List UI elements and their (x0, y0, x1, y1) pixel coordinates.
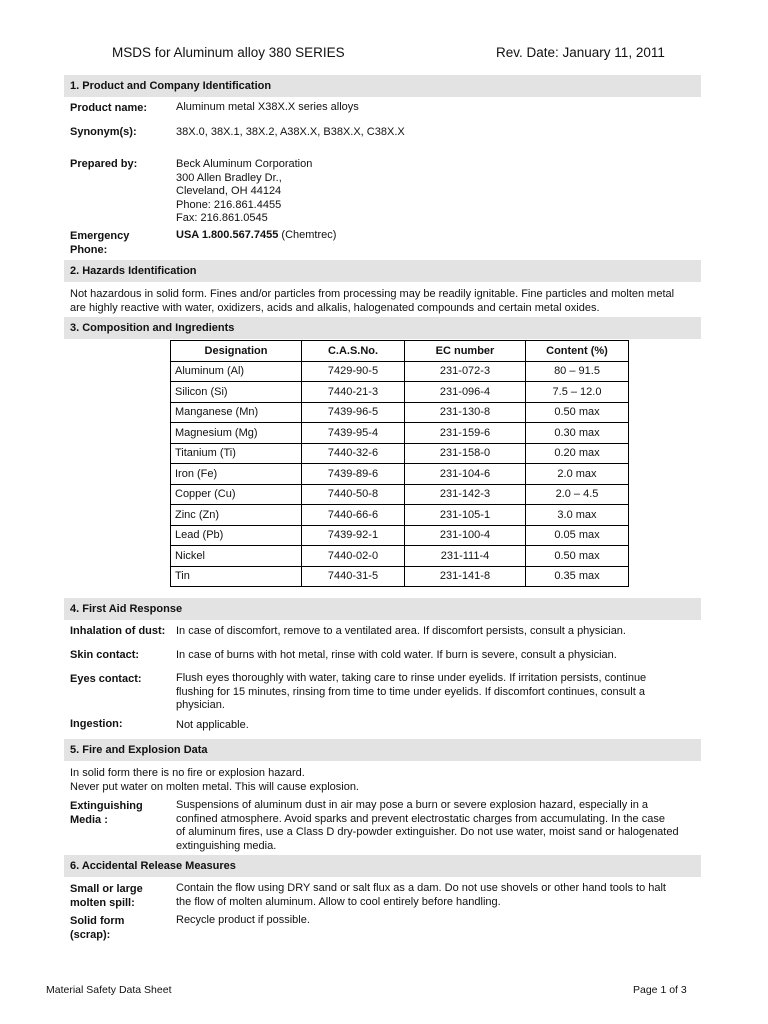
designation-cell: Silicon (Si) (171, 382, 302, 403)
address-line: Cleveland, OH 44124 (176, 185, 282, 197)
spill-line: the flow of molten aluminum. Allow to cool entirely before handling. (176, 895, 501, 908)
skin-contact-value: In case of burns with hot metal, rinse with cold water. If burn is severe, consult a physician. (176, 649, 617, 661)
emergency-phone-note: (Chemtrec) (278, 229, 337, 241)
hazards-line: are highly reactive with water, oxidizers, acids and alkalis, halogenated compounds and certain metal oxides. (70, 301, 600, 314)
solid-form-value: Recycle product if possible. (176, 914, 310, 926)
content-cell: 2.0 – 4.5 (526, 484, 629, 505)
table-row (171, 464, 629, 485)
extinguishing-media-label (70, 799, 143, 827)
cas-cell: 7439-89-6 (302, 464, 405, 485)
table-row (171, 382, 629, 403)
composition-table (170, 340, 629, 587)
cas-cell: 7429-90-5 (302, 361, 405, 382)
designation-cell: Copper (Cu) (171, 484, 302, 505)
address-line: Phone: 216.861.4455 (176, 198, 282, 211)
address-line: 300 Allen Bradley Dr., (176, 171, 282, 184)
cas-cell: 7440-66-6 (302, 505, 405, 526)
ec-cell: 231-141-8 (405, 566, 526, 587)
column-header: Designation (171, 341, 302, 362)
emergency-label-line: Phone: (70, 244, 108, 256)
prepared-by-label: Prepared by: (70, 158, 138, 170)
ingestion-label: Ingestion: (70, 718, 123, 730)
cas-cell: 7440-32-6 (302, 443, 405, 464)
ec-cell: 231-072-3 (405, 361, 526, 382)
emergency-phone-label (70, 229, 129, 257)
table-row (171, 546, 629, 567)
designation-cell: Iron (Fe) (171, 464, 302, 485)
ec-cell: 231-130-8 (405, 402, 526, 423)
product-name-label: Product name: (70, 102, 148, 114)
emergency-phone-value (176, 229, 698, 243)
designation-cell: Titanium (Ti) (171, 443, 302, 464)
content-cell: 0.30 max (526, 423, 629, 444)
prepared-by-address (176, 158, 698, 226)
emergency-phone-number: USA 1.800.567.7455 (176, 229, 279, 241)
content-cell: 0.35 max (526, 566, 629, 587)
table-row (171, 525, 629, 546)
spill-label-line: molten spill: (70, 897, 135, 909)
eyes-line: Flush eyes thoroughly with water, taking care to rinse under eyelids. If irritation persists, continue (176, 672, 647, 684)
column-header: Content (%) (526, 341, 629, 362)
table-row (171, 484, 629, 505)
ec-cell: 231-159-6 (405, 423, 526, 444)
table-row (171, 423, 629, 444)
designation-cell: Tin (171, 566, 302, 587)
spill-value (176, 882, 698, 909)
section-2-heading: 2. Hazards Identification (64, 260, 701, 282)
skin-contact-label: Skin contact: (70, 649, 140, 661)
fire-text (70, 767, 700, 794)
content-cell: 0.50 max (526, 546, 629, 567)
section-3-heading: 3. Composition and Ingredients (64, 317, 701, 339)
extinguishing-label-line: Extinguishing (70, 800, 143, 812)
ec-cell: 231-104-6 (405, 464, 526, 485)
extinguishing-line: of aluminum fires, use a Class D dry-powder extinguisher. Do not use water, moist sand or halogenated (176, 826, 679, 838)
cas-cell: 7440-31-5 (302, 566, 405, 587)
designation-cell: Magnesium (Mg) (171, 423, 302, 444)
inhalation-value: In case of discomfort, remove to a ventilated area. If discomfort persists, consult a physician. (176, 625, 626, 637)
cas-cell: 7439-92-1 (302, 525, 405, 546)
spill-line: Contain the flow using DRY sand or salt flux as a dam. Do not use shovels or other hand tools to halt (176, 882, 666, 894)
extinguishing-line: extinguishing media. (176, 839, 277, 852)
content-cell: 80 – 91.5 (526, 361, 629, 382)
extinguishing-line: confined atmosphere. Avoid sparks and prevent electrostatic charges from accumulating. In the case (176, 812, 665, 825)
ec-cell: 231-096-4 (405, 382, 526, 403)
ec-cell: 231-142-3 (405, 484, 526, 505)
eyes-contact-value (176, 672, 698, 713)
synonyms-value: 38X.0, 38X.1, 38X.2, A38X.X, B38X.X, C38X.X (176, 126, 405, 138)
emergency-label-line: Emergency (70, 230, 130, 242)
fire-line: In solid form there is no fire or explosion hazard. (70, 767, 305, 779)
footer-page-number: Page 1 of 3 (633, 984, 687, 996)
cas-cell: 7439-95-4 (302, 423, 405, 444)
content-cell: 7.5 – 12.0 (526, 382, 629, 403)
eyes-line: flushing for 15 minutes, rinsing from time to time under eyelids. If discomfort continues, consult a (176, 685, 645, 698)
cas-cell: 7439-96-5 (302, 402, 405, 423)
content-cell: 0.05 max (526, 525, 629, 546)
extinguishing-label-line: Media : (70, 814, 108, 826)
hazards-line: Not hazardous in solid form. Fines and/or particles from processing may be readily ignitable. Fine particles and molten metal (70, 288, 675, 300)
revision-date: Rev. Date: January 11, 2011 (496, 45, 665, 60)
section-4-heading: 4. First Aid Response (64, 598, 701, 620)
inhalation-label: Inhalation of dust: (70, 625, 166, 637)
ec-cell: 231-111-4 (405, 546, 526, 567)
table-row (171, 566, 629, 587)
content-cell: 2.0 max (526, 464, 629, 485)
designation-cell: Nickel (171, 546, 302, 567)
address-line: Fax: 216.861.0545 (176, 212, 268, 224)
cas-cell: 7440-50-8 (302, 484, 405, 505)
content-cell: 3.0 max (526, 505, 629, 526)
ec-cell: 231-100-4 (405, 525, 526, 546)
document-title: MSDS for Aluminum alloy 380 SERIES (112, 45, 345, 60)
extinguishing-media-value (176, 799, 698, 853)
table-row (171, 361, 629, 382)
column-header: EC number (405, 341, 526, 362)
address-line: Beck Aluminum Corporation (176, 158, 313, 170)
eyes-contact-label: Eyes contact: (70, 673, 142, 685)
content-cell: 0.50 max (526, 402, 629, 423)
spill-label-line: Small or large (70, 883, 143, 895)
table-header-row (171, 341, 629, 362)
designation-cell: Aluminum (Al) (171, 361, 302, 382)
section-1-heading: 1. Product and Company Identification (64, 75, 701, 97)
hazards-text (70, 288, 700, 315)
designation-cell: Manganese (Mn) (171, 402, 302, 423)
designation-cell: Lead (Pb) (171, 525, 302, 546)
extinguishing-line: Suspensions of aluminum dust in air may pose a burn or severe explosion hazard, especially in a (176, 799, 649, 811)
section-5-heading: 5. Fire and Explosion Data (64, 739, 701, 761)
table-row (171, 443, 629, 464)
solid-label-line: Solid form (70, 915, 125, 927)
table-row (171, 402, 629, 423)
column-header: C.A.S.No. (302, 341, 405, 362)
cas-cell: 7440-21-3 (302, 382, 405, 403)
ec-cell: 231-105-1 (405, 505, 526, 526)
spill-label (70, 882, 143, 910)
content-cell: 0.20 max (526, 443, 629, 464)
cas-cell: 7440-02-0 (302, 546, 405, 567)
product-name-value: Aluminum metal X38X.X series alloys (176, 101, 359, 113)
solid-form-label (70, 914, 124, 942)
solid-label-line: (scrap): (70, 929, 111, 941)
table-row (171, 505, 629, 526)
fire-line: Never put water on molten metal. This will cause explosion. (70, 780, 359, 793)
designation-cell: Zinc (Zn) (171, 505, 302, 526)
ec-cell: 231-158-0 (405, 443, 526, 464)
eyes-line: physician. (176, 699, 225, 711)
synonyms-label: Synonym(s): (70, 126, 137, 138)
section-6-heading: 6. Accidental Release Measures (64, 855, 701, 877)
ingestion-value: Not applicable. (176, 719, 249, 731)
footer-document-name: Material Safety Data Sheet (46, 984, 172, 996)
